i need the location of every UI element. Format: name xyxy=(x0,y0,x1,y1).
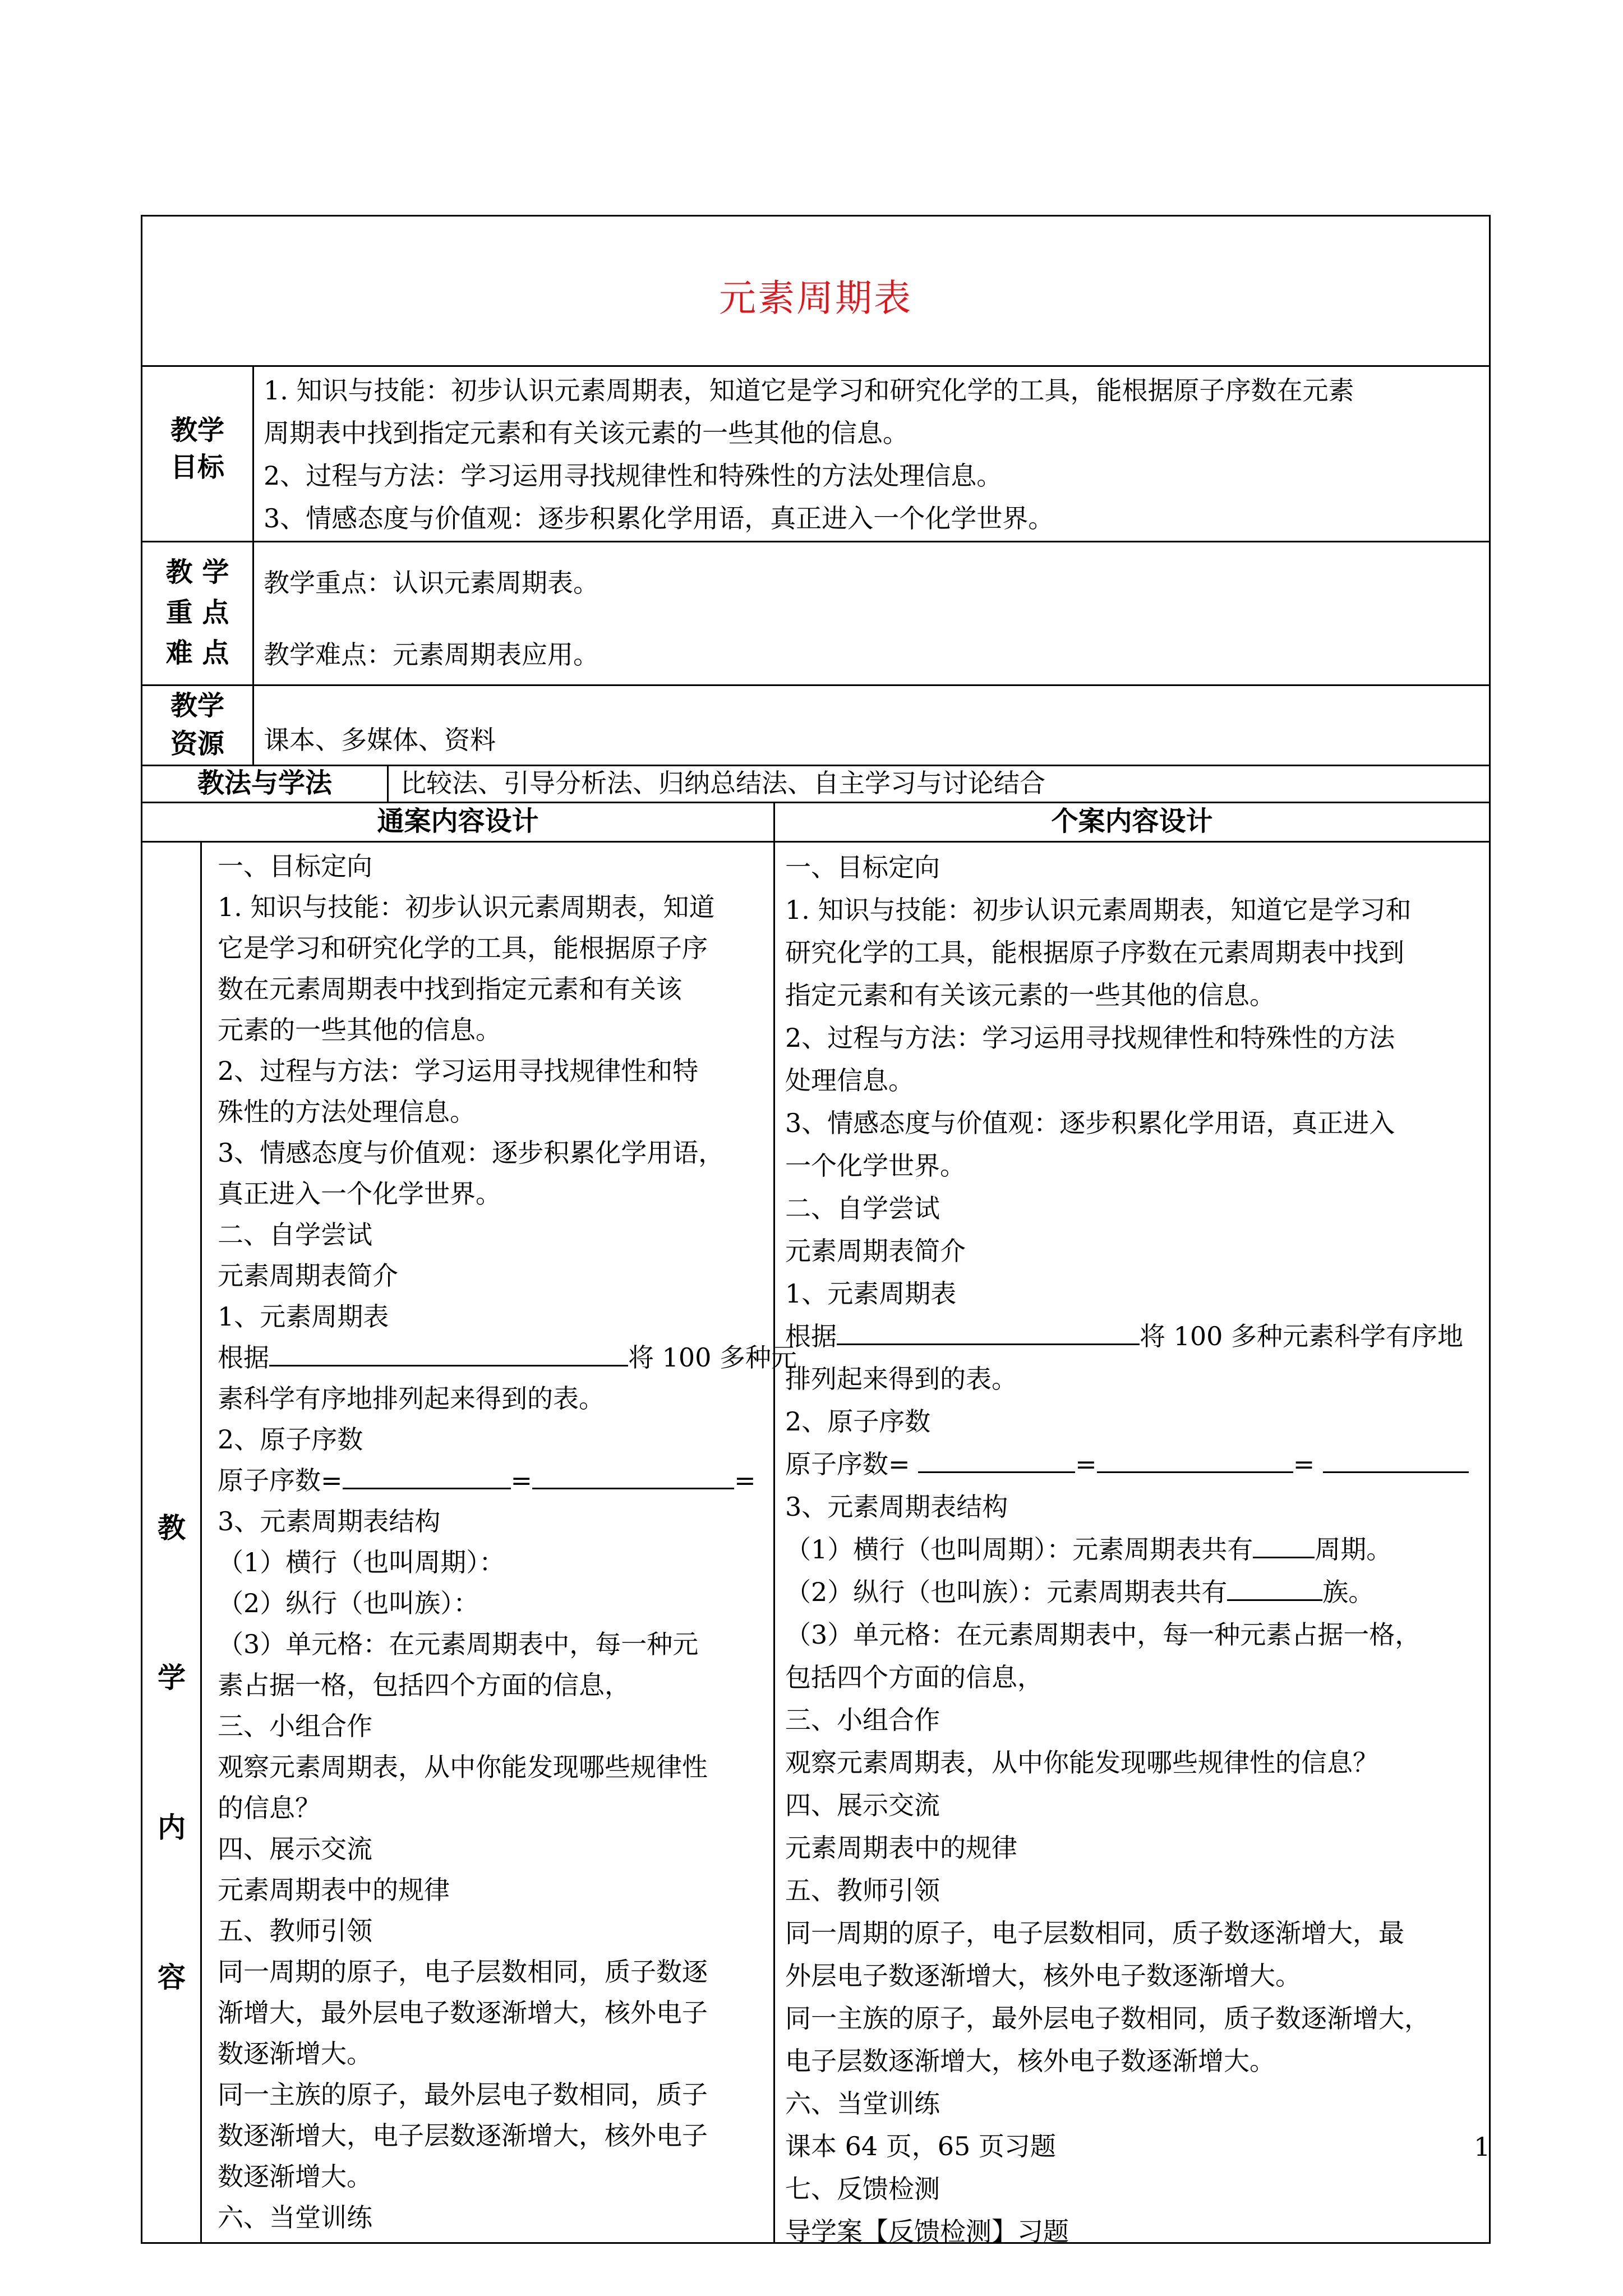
line-text: 族。 xyxy=(1322,1577,1375,1607)
content-line: 2、过程与方法：学习运用寻找规律性和特殊性的方法 xyxy=(785,1023,1395,1053)
content-line: 六、当堂训练 xyxy=(785,2088,940,2119)
line-text: = xyxy=(510,1465,533,1496)
content-line: 1. 知识与技能：初步认识元素周期表，知道 xyxy=(218,892,715,922)
divider xyxy=(142,841,1489,843)
line-text: = xyxy=(1293,1449,1323,1479)
content-line: 四、展示交流 xyxy=(218,1834,372,1864)
content-line: 素科学有序地排列起来得到的表。 xyxy=(218,1383,605,1414)
content-line xyxy=(785,1315,1487,1358)
content-line xyxy=(785,1528,1487,1571)
content-line: 1、元素周期表 xyxy=(785,1278,957,1309)
content-line: 3、元素周期表结构 xyxy=(785,1492,1008,1522)
content-line: 3、元素周期表结构 xyxy=(218,1506,441,1536)
line-text: = xyxy=(734,1465,756,1496)
fill-in-blank[interactable] xyxy=(1097,1446,1293,1473)
common-design-header: 通案内容设计 xyxy=(377,806,539,837)
divider xyxy=(200,841,202,2242)
content-line: 四、展示交流 xyxy=(785,1790,940,1820)
content-line: 它是学习和研究化学的工具，能根据原子序 xyxy=(218,933,708,963)
content-line: 元素周期表简介 xyxy=(785,1236,966,1266)
divider xyxy=(142,541,1489,542)
content-line: 观察元素周期表，从中你能发现哪些规律性 xyxy=(218,1752,708,1782)
line-text: = xyxy=(1075,1449,1097,1479)
content-line: 元素周期表中的规律 xyxy=(218,1875,450,1905)
individual-content xyxy=(785,846,1487,2253)
key-point-text: 教学重点：认识元素周期表。 xyxy=(264,568,599,598)
divider xyxy=(387,765,389,802)
individual-design-header: 个案内容设计 xyxy=(1051,806,1213,837)
content-line: 同一主族的原子，最外层电子数相同，质子数逐渐增大， xyxy=(785,2003,1430,2033)
content-line: 数逐渐增大。 xyxy=(218,2161,372,2192)
content-line: 素占据一格，包括四个方面的信息， xyxy=(218,1670,630,1700)
content-line: 电子层数逐渐增大，核外电子数逐渐增大。 xyxy=(785,2046,1275,2076)
fill-in-blank[interactable] xyxy=(1323,1446,1469,1473)
fill-in-blank[interactable] xyxy=(918,1446,1075,1473)
line-text: 根据 xyxy=(785,1321,837,1351)
content-line: 一个化学世界。 xyxy=(785,1151,966,1181)
line-text: 原子序数= xyxy=(218,1465,343,1496)
content-line: 同一周期的原子，电子层数相同，质子数逐 xyxy=(218,1957,708,1987)
content-line: 元素的一些其他的信息。 xyxy=(218,1015,501,1045)
content-line: （2）纵行（也叫族）： xyxy=(218,1588,479,1618)
content-line: 1. 知识与技能：初步认识元素周期表，知道它是学习和 xyxy=(785,895,1412,925)
content-line: 六、当堂训练 xyxy=(218,2202,372,2233)
content-line: 五、教师引领 xyxy=(218,1916,372,1946)
content-line: 五、教师引领 xyxy=(785,1875,940,1906)
side-label-char: 内 xyxy=(158,1811,186,1844)
objectives-text: 1. 知识与技能：初步认识元素周期表，知道它是学习和研究化学的工具，能根据原子序数在元素 周期表中找到指定元素和有关该元素的一些其他的信息。 2、过程与方法：学习运用寻找规律性和特殊性的方法处理信息。 3、情感态度与价值观：逐步积累化学用语，真正进入一个化学世界。 xyxy=(264,375,1354,533)
content-line: 指定元素和有关该元素的一些其他的信息。 xyxy=(785,980,1275,1010)
keypoints-label: 教 学 重 点 难 点 xyxy=(165,556,229,669)
side-label-char: 教 xyxy=(158,1511,186,1544)
content-line: 研究化学的工具，能根据原子序数在元素周期表中找到 xyxy=(785,937,1404,968)
content-line xyxy=(785,1443,1487,1485)
lesson-plan-table xyxy=(141,215,1491,2247)
content-line: 外层电子数逐渐增大，核外电子数逐渐增大。 xyxy=(785,1961,1301,1991)
content-line: 渐增大，最外层电子数逐渐增大，核外电子 xyxy=(218,1998,708,2028)
line-text: 周期。 xyxy=(1315,1534,1393,1565)
divider xyxy=(252,365,254,765)
resources-text: 课本、多媒体、资料 xyxy=(264,725,496,755)
content-line: 同一主族的原子，最外层电子数相同，质子 xyxy=(218,2079,708,2110)
methods-label: 教法与学法 xyxy=(197,767,332,799)
content-line: 包括四个方面的信息， xyxy=(785,1662,1043,1692)
side-label-char: 学 xyxy=(158,1661,186,1694)
resources-label: 教学 资源 xyxy=(170,690,224,760)
content-line: 数逐渐增大。 xyxy=(218,2039,372,2069)
content-line: 排列起来得到的表。 xyxy=(785,1364,1017,1394)
content-line: 导学案【反馈检测】习题 xyxy=(785,2216,1069,2247)
line-text: 将 100 多种元素科学有序地 xyxy=(1140,1321,1464,1351)
content-line: （1）横行（也叫周期）： xyxy=(218,1547,505,1577)
objectives-label: 教学 目标 xyxy=(170,415,224,483)
content-line: 一、目标定向 xyxy=(218,851,372,881)
content-line: 一、目标定向 xyxy=(785,852,940,882)
content-line: 观察元素周期表，从中你能发现哪些规律性的信息？ xyxy=(785,1747,1378,1778)
content-line xyxy=(218,1460,767,1501)
fill-in-blank[interactable] xyxy=(269,1339,628,1366)
content-line xyxy=(218,1337,797,1378)
content-line: 三、小组合作 xyxy=(785,1705,940,1735)
line-text: 根据 xyxy=(218,1342,269,1373)
divider xyxy=(142,684,1489,686)
divider xyxy=(142,365,1489,367)
content-line: 同一周期的原子，电子层数相同，质子数逐渐增大，最 xyxy=(785,1918,1404,1948)
content-line: 2、原子序数 xyxy=(218,1424,363,1455)
methods-text: 比较法、引导分析法、归纳总结法、自主学习与讨论结合 xyxy=(400,768,1045,798)
fill-in-blank[interactable] xyxy=(343,1462,511,1489)
content-line xyxy=(785,1571,1487,1613)
line-text: 原子序数= xyxy=(785,1449,919,1479)
difficult-point-text: 教学难点：元素周期表应用。 xyxy=(264,639,599,670)
page-title: 元素周期表 xyxy=(719,277,912,320)
content-line: 三、小组合作 xyxy=(218,1711,372,1741)
content-line: 3、情感态度与价值观：逐步积累化学用语，真正进入 xyxy=(785,1108,1395,1138)
content-line: 七、反馈检测 xyxy=(785,2174,940,2204)
content-line: （3）单元格：在元素周期表中，每一种元素占据一格， xyxy=(785,1619,1421,1650)
content-line: 1、元素周期表 xyxy=(218,1301,389,1332)
line-text: 将 100 多种元 xyxy=(628,1342,797,1373)
content-line: 2、原子序数 xyxy=(785,1406,931,1437)
content-line: 真正进入一个化学世界。 xyxy=(218,1179,501,1209)
page-number: 1 xyxy=(1474,2132,1491,2162)
content-line: 3、情感态度与价值观：逐步积累化学用语， xyxy=(218,1138,725,1168)
content-line: 二、自学尝试 xyxy=(785,1193,940,1223)
content-line: 数在元素周期表中找到指定元素和有关该 xyxy=(218,974,682,1004)
fill-in-blank[interactable] xyxy=(532,1462,734,1489)
content-line: 2、过程与方法：学习运用寻找规律性和特 xyxy=(218,1056,699,1086)
content-line: 元素周期表中的规律 xyxy=(785,1833,1017,1863)
content-line: 数逐渐增大，电子层数逐渐增大，核外电子 xyxy=(218,2120,708,2151)
fill-in-blank[interactable] xyxy=(1253,1531,1315,1558)
fill-in-blank[interactable] xyxy=(837,1318,1140,1345)
content-line: 课本 64 页，65 页习题 xyxy=(785,2131,1056,2161)
content-line: 处理信息。 xyxy=(785,1065,914,1096)
common-content xyxy=(218,846,797,2238)
content-line: 二、自学尝试 xyxy=(218,1220,372,1250)
content-line: 的信息？ xyxy=(218,1793,321,1823)
content-line: 殊性的方法处理信息。 xyxy=(218,1097,476,1127)
content-line: （3）单元格：在元素周期表中，每一种元 xyxy=(218,1629,699,1659)
divider xyxy=(773,802,775,2242)
side-label-char: 容 xyxy=(158,1961,186,1994)
fill-in-blank[interactable] xyxy=(1227,1573,1322,1601)
line-text: （2）纵行（也叫族）：元素周期表共有 xyxy=(785,1577,1228,1607)
line-text: （1）横行（也叫周期）：元素周期表共有 xyxy=(785,1534,1253,1565)
content-line: 元素周期表简介 xyxy=(218,1260,398,1291)
